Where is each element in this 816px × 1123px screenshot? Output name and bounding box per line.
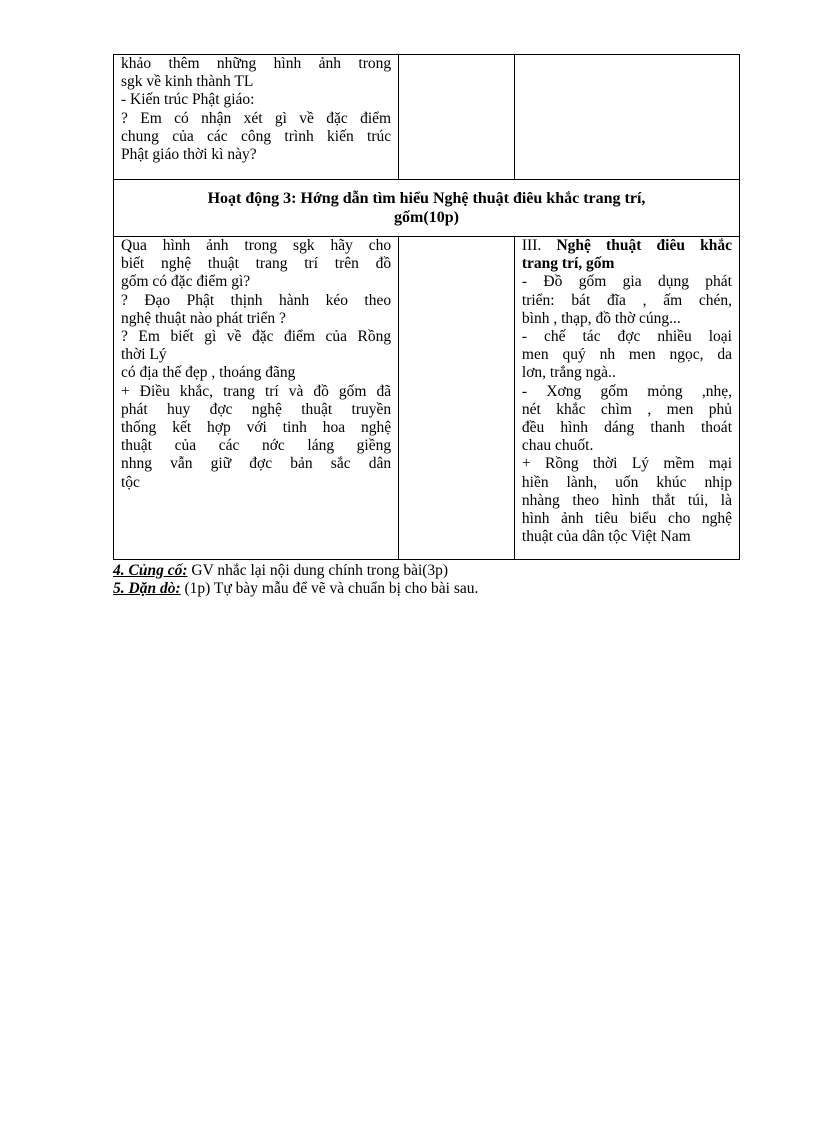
text-line: - Xơng gốm mỏng ,nhẹ,: [521, 382, 732, 400]
content-cell: [514, 237, 739, 560]
lesson-footer: [113, 562, 478, 598]
text-line: hiền lành, uốn khúc nhịp: [521, 473, 732, 491]
text-line: bình , thạp, đồ thờ cúng...: [521, 309, 681, 327]
text-line: men quý nh men ngọc, da: [521, 346, 732, 364]
text-line: Qua hình ảnh trong sgk hãy cho: [121, 237, 392, 254]
text-line: triển: bát đĩa , ấm chén,: [521, 291, 732, 309]
text-line: - Kiến trúc Phật giáo:: [121, 91, 255, 109]
section-title: III. Nghệ thuật điêu khắc: [521, 237, 732, 254]
text-line: nhàng theo hình thắt túi, là: [521, 491, 732, 509]
text-line: ? Em biết gì về đặc điểm của Rồng: [121, 328, 392, 346]
consolidation-label: 4. Củng cố:: [113, 562, 188, 579]
teacher-activity-cell: [114, 55, 399, 180]
text-line: chau chuốt.: [521, 437, 594, 455]
table-row: [114, 180, 740, 237]
text-line: khảo thêm những hình ảnh trong: [121, 55, 392, 72]
text-line: đều hình dáng thanh thoát: [521, 419, 732, 437]
activity-heading: [114, 180, 740, 237]
student-activity-cell: [399, 55, 515, 180]
text-line: + Rồng thời Lý mềm mại: [521, 455, 732, 473]
text-line: hình ảnh tiêu biểu cho nghệ: [521, 510, 732, 528]
text-line: có địa thế đẹp , thoáng đãng: [121, 364, 296, 382]
table-row: [114, 237, 740, 560]
section-title: trang trí, gốm: [521, 255, 615, 273]
consolidation-line: [113, 562, 478, 580]
text-line: thuật của các nớc láng giềng: [121, 437, 392, 455]
text-line: - chế tác đợc nhiều loại: [521, 328, 732, 346]
text-line: nghệ thuật nào phát triển ?: [121, 309, 286, 327]
text-line: nét khắc chìm , men phủ: [521, 400, 732, 418]
text-line: nhng vẫn giữ đợc bản sắc dân: [121, 455, 392, 473]
consolidation-text: GV nhắc lại nội dung chính trong bài(3p): [187, 562, 449, 579]
teacher-activity-cell: [114, 237, 399, 560]
heading-line: gốm(10p): [394, 209, 459, 226]
text-line: - Đồ gốm gia dụng phát: [521, 273, 732, 291]
student-activity-cell: [399, 237, 515, 560]
text-line: tộc: [121, 473, 140, 491]
text-line: thời Lý: [121, 346, 167, 364]
text-line: ? Em có nhận xét gì về đặc điểm: [121, 109, 392, 127]
table-row: [114, 55, 740, 180]
text-line: chung của các công trình kiến trúc: [121, 127, 392, 145]
text-line: lơn, trắng ngà..: [521, 364, 616, 382]
homework-text: (1p) Tự bày mẫu để vẽ và chuẩn bị cho bài sau.: [180, 580, 479, 597]
text-line: thống kết hợp với tinh hoa nghệ: [121, 419, 392, 437]
homework-label: 5. Dặn dò:: [113, 580, 181, 597]
text-line: Phật giáo thời kì này?: [121, 146, 257, 164]
text-line: thuật của dân tộc Việt Nam: [521, 528, 691, 546]
text-line: sgk về kinh thành TL: [121, 73, 254, 91]
content-cell: [514, 55, 739, 180]
text-line: biết nghệ thuật trang trí trên đồ: [121, 255, 392, 273]
text-line: + Điều khắc, trang trí và đồ gốm đã: [121, 382, 392, 400]
heading-line: Hoạt động 3: Hớng dẫn tìm hiểu Nghệ thuật điêu khắc trang trí,: [207, 190, 646, 207]
text-line: phát huy đợc nghệ thuật truyền: [121, 400, 392, 418]
homework-line: [113, 580, 478, 598]
text-line: ? Đạo Phật thịnh hành kéo theo: [121, 291, 392, 309]
text-line: gốm có đặc điểm gì?: [121, 273, 251, 291]
lesson-table: [113, 54, 740, 560]
